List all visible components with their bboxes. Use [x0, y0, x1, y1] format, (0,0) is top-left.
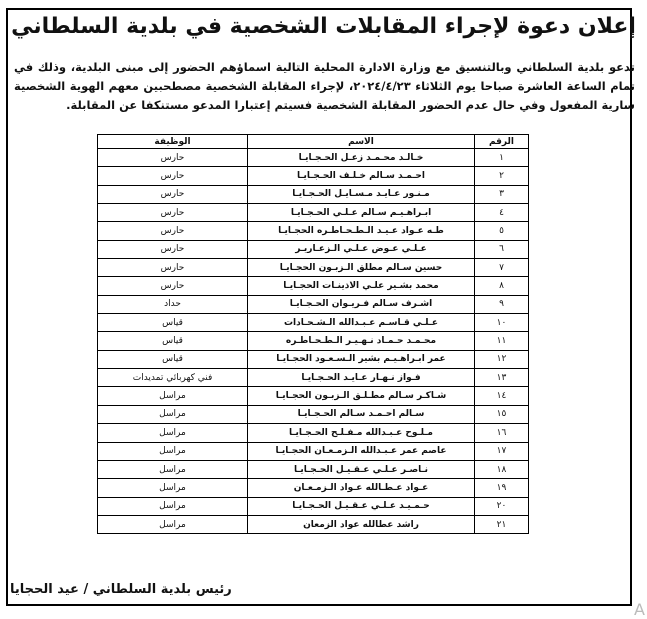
table-row	[98, 295, 529, 313]
table-row	[98, 515, 529, 533]
cell-job: قياس	[98, 332, 248, 350]
cell-num: ١١	[475, 332, 529, 350]
candidates-table-wrap	[97, 134, 529, 534]
cell-name: شـاكـر سـالم مطـلـق الـزبـون الحجـايـا	[248, 387, 475, 405]
table-row	[98, 424, 529, 442]
cell-num: ١	[475, 149, 529, 167]
cell-num: ١٨	[475, 460, 529, 478]
cell-num: ١٤	[475, 387, 529, 405]
cell-job: مراسل	[98, 460, 248, 478]
table-row	[98, 369, 529, 387]
cell-name: اشـرف سـالم فـريـوان الحـجـايـا	[248, 295, 475, 313]
table-row	[98, 479, 529, 497]
cell-name: حـمـيـد عـلـي عـقـيـل الحـجـايـا	[248, 497, 475, 515]
table-row	[98, 442, 529, 460]
cell-num: ٦	[475, 240, 529, 258]
cell-job: حداد	[98, 295, 248, 313]
table-row	[98, 149, 529, 167]
cell-num: ١٥	[475, 405, 529, 423]
cell-job: حارس	[98, 277, 248, 295]
cell-num: ٢	[475, 167, 529, 185]
table-row	[98, 314, 529, 332]
cell-job: حارس	[98, 185, 248, 203]
cell-name: خـالـد محـمـد زعـل الحـجـايـا	[248, 149, 475, 167]
cell-num: ١٠	[475, 314, 529, 332]
cell-name: عـواد عـطـالله عـواد الـزمـعـان	[248, 479, 475, 497]
cell-job: قياس	[98, 350, 248, 368]
cell-job: مراسل	[98, 424, 248, 442]
cell-num: ٩	[475, 295, 529, 313]
table-row	[98, 350, 529, 368]
cell-num: ٤	[475, 204, 529, 222]
cell-job: حارس	[98, 222, 248, 240]
cell-job: مراسل	[98, 442, 248, 460]
cell-job: فني كهربائي تمديدات	[98, 369, 248, 387]
cell-name: فـواز نـهـار عـايـد الحـجـايـا	[248, 369, 475, 387]
cell-name: طـه عـواد عـيـد الـطـحـاطـره الحجـايـا	[248, 222, 475, 240]
cell-name: عـلـي قـاسـم عـبـدالله الـشـحـادات	[248, 314, 475, 332]
header-num: الرقم	[475, 135, 529, 149]
cell-num: ٨	[475, 277, 529, 295]
table-row	[98, 332, 529, 350]
header-job: الوظيفة	[98, 135, 248, 149]
cell-num: ٢٠	[475, 497, 529, 515]
header-name: الاسم	[248, 135, 475, 149]
candidates-table	[97, 134, 529, 534]
cell-job: قياس	[98, 314, 248, 332]
cell-num: ٣	[475, 185, 529, 203]
notice-intro: تدعو بلدية السلطاني وبالتنسيق مع وزارة الادارة المحلية التالية اسماؤهم الحضور إلى مبنى البلدية، وذلك في تمام الساعة العاشرة صباحا يوم الثلاثاء ٢٠٢٤/٤/٢٣، لإجراء المقابلة الشخصية مصطحبين معهم الهوية الشخصية سارية المفعول وفي حال عدم الحضور المقابلة الشخصية فسيتم إعتبارا المدعو مستنكفا عن المقابلة.	[14, 60, 635, 112]
corner-mark: A	[634, 600, 645, 619]
cell-num: ١٧	[475, 442, 529, 460]
cell-name: احـمـد سـالم خـلـف الحـجـايـا	[248, 167, 475, 185]
cell-job: حارس	[98, 240, 248, 258]
table-row	[98, 259, 529, 277]
cell-name: راشد عطالله عواد الزمعان	[248, 515, 475, 533]
table-row	[98, 497, 529, 515]
notice-title: إعلان دعوة لإجراء المقابلات الشخصية في بلدية السلطاني	[11, 14, 636, 39]
cell-name: سـالم احـمـد سـالم الحـجـايـا	[248, 405, 475, 423]
cell-name: ابـراهـيـم سـالم عـلـي الحـجـايـا	[248, 204, 475, 222]
table-row	[98, 185, 529, 203]
cell-job: حارس	[98, 149, 248, 167]
table-row	[98, 167, 529, 185]
cell-name: عمر ابـراهـيـم بشير الـسـعـود الحجـايـا	[248, 350, 475, 368]
cell-name: حسين سـالم مطلق الـزبـون الحجـايـا	[248, 259, 475, 277]
cell-job: حارس	[98, 204, 248, 222]
table-row	[98, 222, 529, 240]
cell-name: عـلـي عـوض عـلـي الـزعـاريـر	[248, 240, 475, 258]
cell-job: مراسل	[98, 497, 248, 515]
signature: رئيس بلدية السلطاني / عيد الحجايا	[10, 582, 232, 597]
cell-job: مراسل	[98, 387, 248, 405]
cell-job: حارس	[98, 259, 248, 277]
cell-job: مراسل	[98, 515, 248, 533]
table-row	[98, 387, 529, 405]
table-row	[98, 405, 529, 423]
cell-job: حارس	[98, 167, 248, 185]
cell-num: ١٣	[475, 369, 529, 387]
table-row	[98, 277, 529, 295]
table-row	[98, 204, 529, 222]
cell-num: ١٦	[475, 424, 529, 442]
table-row	[98, 460, 529, 478]
cell-name: مـنـور عـايـد مـسـايـل الحـجـايـا	[248, 185, 475, 203]
cell-num: ١٢	[475, 350, 529, 368]
cell-job: مراسل	[98, 405, 248, 423]
cell-name: عاصم عمر عـبـدالله الـزمـعـان الحجـايـا	[248, 442, 475, 460]
table-header-row	[98, 135, 529, 149]
cell-name: محمد بشـير علـي الاذينـات الحجـايـا	[248, 277, 475, 295]
cell-name: محـمـد حـمـاد نـهـيـر الـطـحـاطـره	[248, 332, 475, 350]
table-body	[98, 149, 529, 534]
cell-name: مـلـوح عـبـدالله مـفـلـح الحـجـايـا	[248, 424, 475, 442]
cell-num: ٢١	[475, 515, 529, 533]
cell-num: ٥	[475, 222, 529, 240]
cell-num: ١٩	[475, 479, 529, 497]
table-row	[98, 240, 529, 258]
cell-name: نـاصـر عـلـي عـقـيـل الحـجـايـا	[248, 460, 475, 478]
cell-num: ٧	[475, 259, 529, 277]
cell-job: مراسل	[98, 479, 248, 497]
